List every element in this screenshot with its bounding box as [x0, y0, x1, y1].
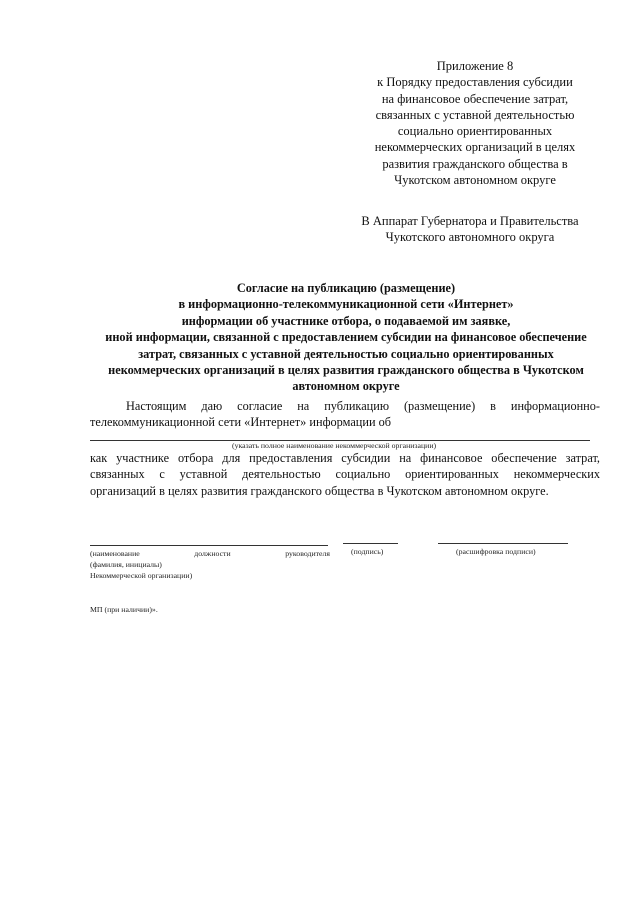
- appendix-line: связанных с уставной деятельностью: [375, 107, 575, 122]
- addressee: [340, 213, 600, 246]
- role-signature-line[interactable]: [90, 545, 328, 546]
- org-hint: Некоммерческой организации): [90, 571, 193, 580]
- paragraph-line: как участнике отбора для предоставления субсидии на финансовое обеспечение затрат,: [90, 451, 600, 465]
- title-line: иной информации, связанной с предоставлением субсидии на финансовое обеспечение: [105, 330, 587, 345]
- role-hint: [90, 548, 330, 581]
- addressee-line: Чукотского автономного округа: [385, 230, 555, 245]
- appendix-line: Приложение 8: [436, 59, 514, 73]
- appendix-line: некоммерческих организаций в целях: [374, 140, 576, 155]
- paragraph-line: организаций в целях развития гражданского общества в Чукотском автономном округе.: [90, 483, 549, 498]
- role-word: (наименование: [90, 549, 140, 558]
- title-line: в информационно-телекоммуникационной сети «Интернет»: [178, 297, 514, 312]
- appendix-line: социально ориентированных: [397, 124, 553, 139]
- role-word: должности: [194, 549, 231, 558]
- appendix-line: к Порядку предоставления субсидии: [377, 75, 573, 90]
- title-line: затрат, связанных с уставной деятельностью социально ориентированных: [138, 346, 554, 361]
- role-word: руководителя: [285, 549, 330, 558]
- consent-line-1: [90, 398, 600, 414]
- title-line: информации об участнике отбора, о подаваемой им заявке,: [181, 313, 511, 328]
- signature-line[interactable]: [343, 543, 398, 544]
- appendix-line: на финансовое обеспечение затрат,: [381, 91, 569, 106]
- name-hint: (фамилия, инициалы): [90, 560, 162, 569]
- signature-hint: (подпись): [351, 547, 384, 556]
- stamp-place: МП (при наличии)».: [90, 605, 158, 614]
- role-hint-row: [90, 548, 330, 559]
- appendix-line: Чукотском автономном округе: [394, 173, 556, 188]
- consent-paragraph-2: [90, 450, 600, 499]
- appendix-header: [350, 58, 600, 188]
- document-title: [86, 280, 606, 395]
- decode-hint: (расшифровка подписи): [456, 547, 536, 556]
- consent-line-2: [90, 414, 600, 430]
- addressee-line: В Аппарат Губернатора и Правительства: [361, 214, 579, 228]
- title-line: некоммерческих организаций в целях развития гражданского общества в Чукотском: [108, 363, 584, 378]
- paragraph-line: связанных с уставной деятельностью социально ориентированных некоммерческих: [90, 467, 600, 482]
- consent-text: Настоящим даю согласие на публикацию (размещение) в информационно-: [126, 399, 600, 413]
- signature-decode-line[interactable]: [438, 543, 568, 544]
- title-line: автономном округе: [292, 379, 400, 394]
- title-line: Согласие на публикацию (размещение): [236, 281, 456, 295]
- appendix-line: развития гражданского общества в: [382, 156, 568, 171]
- org-name-hint: (указать полное наименование некоммерческой организации): [232, 441, 437, 450]
- consent-text: телекоммуникационной сети «Интернет» информации об: [90, 415, 392, 429]
